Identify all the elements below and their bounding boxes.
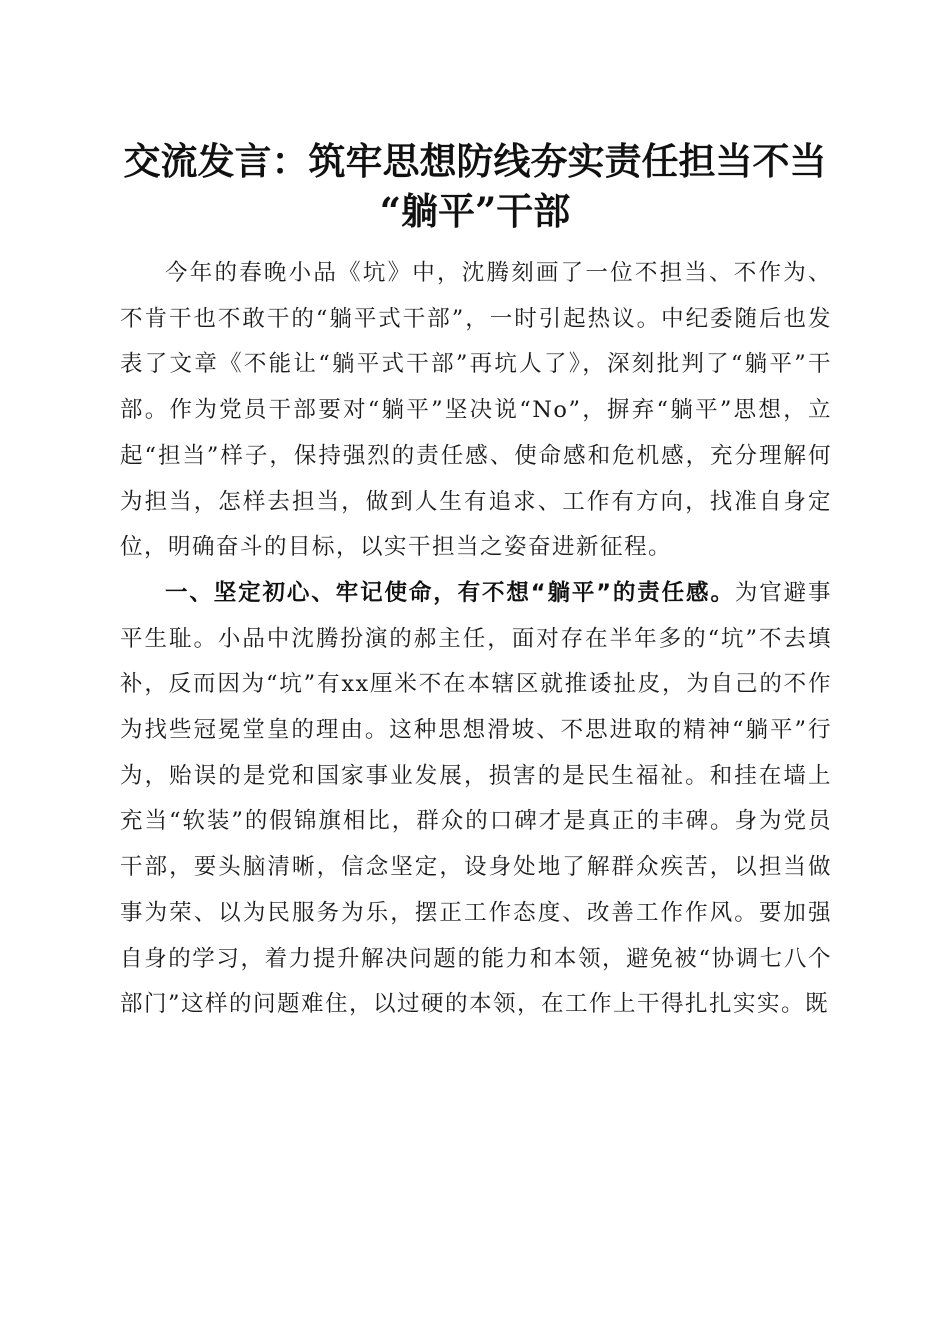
section-1-text: 为官避事平生耻。小品中沈腾扮演的郝主任，面对存在半年多的“坑”不去填补，反而因为“坑”有xx厘米不在本辖区就推诿扯皮，为自己的不作为找些冠冕堂皇的理由。这种思想滑坡、不思进取的精神“躺平”行为，贻误的是党和国家事业发展，损害的是民生福祉。和挂在墙上充当“软装”的假锦旗相比，群众的口碑才是真正的丰碑。身为党员干部，要头脑清晰，信念坚定，设身处地了解群众疾苦，以担当做事为荣、以为民服务为乐，摆正工作态度、改善工作作风。要加强自身的学习，着力提升解决问题的能力和本领，避免被“协调七八个部门”这样的问题难住，以过硬的本领，在工作上干得扎扎实实。既 [120, 579, 832, 1018]
paragraph-section-1 [120, 571, 832, 1028]
document-body [120, 251, 832, 1028]
section-1-heading: 一、坚定初心、牢记使命，有不想“躺平”的责任感。 [165, 579, 735, 606]
paragraph-intro: 今年的春晚小品《坑》中，沈腾刻画了一位不担当、不作为、不肯干也不敢干的“躺平式干部”，一时引起热议。中纪委随后也发表了文章《不能让“躺平式干部”再坑人了》，深刻批判了“躺平”干部。作为党员干部要对“躺平”坚决说“No”，摒弃“躺平”思想，立起“担当”样子，保持强烈的责任感、使命感和危机感，充分理解何为担当，怎样去担当，做到人生有追求、工作有方向，找准自身定位，明确奋斗的目标，以实干担当之姿奋进新征程。 [120, 260, 832, 561]
title-line-1: 交流发言：筑牢思想防线夯实责任担当不当 [123, 139, 827, 183]
document-title [100, 136, 850, 236]
title-line-2: “躺平”干部 [379, 189, 571, 233]
